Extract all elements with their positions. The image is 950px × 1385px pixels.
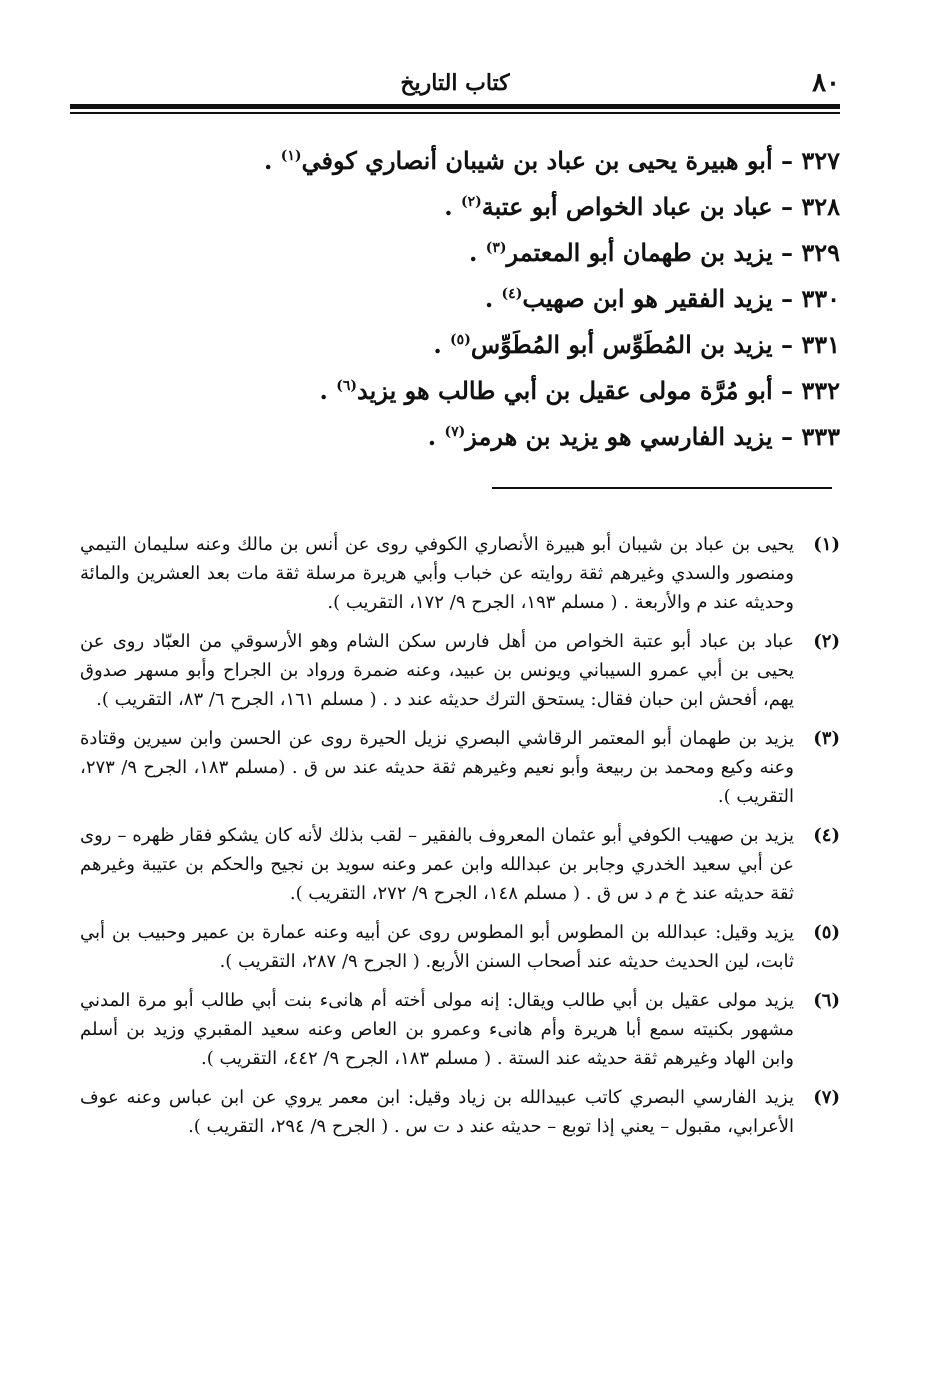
footnote-1 bbox=[80, 530, 840, 617]
footnote-text: يحيى بن عباد بن شيبان أبو هبيرة الأنصاري الكوفي روى عن أنس بن مالك وعنه سليمان التيمي ومنصور والسدي وغيرهم ثقة روايته عن خباب وأبي هريرة مرسلة ثقة مات بعد العشرين والمائة وحديثه عند م والأربعة . ( مسلم ١٩٣، الجرح ٩/ ١٧٢، التقريب ). bbox=[80, 534, 794, 613]
footnote-number: (٧) bbox=[813, 1087, 840, 1108]
entry-331 bbox=[110, 322, 840, 368]
footnote-6 bbox=[80, 986, 840, 1073]
footnote-text: يزيد بن طهمان أبو المعتمر الرقاشي البصري نزيل الحيرة روى عن الحسن وابن سيرين وقتادة وعنه وكيع ومحمد بن ربيعة وأبو نعيم وغيرهم ثقة حديثه عند س ق . (مسلم ١٨٣، الجرح ٩/ ٢٧٣، التقريب ). bbox=[80, 728, 794, 807]
entry-text: ٣٢٩ – يزيد بن طهمان أبو المعتمر bbox=[506, 238, 840, 267]
footnote-number: (٤) bbox=[813, 825, 840, 846]
entry-period: . bbox=[444, 192, 461, 221]
page-number: ٨٠ bbox=[812, 68, 840, 98]
entry-period: . bbox=[484, 284, 502, 313]
entry-period: . bbox=[469, 238, 486, 267]
footnote-ref[interactable]: (٥) bbox=[450, 332, 471, 348]
footnote-ref[interactable]: (٦) bbox=[336, 378, 358, 394]
entry-text: ٣٣٢ – أبو مُرَّة مولى عقيل بن أبي طالب هو يزيد bbox=[357, 376, 840, 405]
footnote-text: يزيد مولى عقيل بن أبي طالب ويقال: إنه مولى أخته أم هانىء بنت أبي طالب أبو مرة المدني مشهور بكنيته سمع أبا هريرة وأم هانىء وعمرو بن العاص وعنه سعيد المقبري وزيد بن أسلم وابن الهاد وغيرهم ثقة حديثه عند الستة . ( مسلم ١٨٣، الجرح ٩/ ٤٤٢، التقريب ). bbox=[80, 990, 794, 1069]
page-header bbox=[70, 68, 840, 98]
footnote-ref[interactable]: (٣) bbox=[485, 240, 507, 256]
entry-text: ٣٢٨ – عباد بن عباد الخواص أبو عتبة bbox=[481, 192, 840, 221]
running-title: كتاب التاريخ bbox=[400, 70, 510, 96]
entry-period: . bbox=[427, 422, 445, 451]
entry-text: ٣٢٧ – أبو هبيرة يحيى بن عباد بن شيبان أنصاري كوفي bbox=[301, 146, 840, 175]
footnote-ref[interactable]: (١) bbox=[280, 148, 302, 164]
footnote-3 bbox=[80, 724, 840, 811]
entry-text: ٣٣٠ – يزيد الفقير هو ابن صهيب bbox=[522, 284, 840, 313]
footnote-ref[interactable]: (٢) bbox=[461, 194, 482, 210]
footnote-7 bbox=[80, 1083, 840, 1141]
header-rule-thin bbox=[70, 112, 840, 114]
entry-329 bbox=[110, 230, 840, 276]
footnote-2 bbox=[80, 627, 840, 714]
header-rule-thick bbox=[70, 104, 840, 109]
footnote-text: يزيد بن صهيب الكوفي أبو عثمان المعروف بالفقير – لقب بذلك لأنه كان يشكو فقار ظهره – روى عن أبي سعيد الخدري وجابر بن عبدالله وابن عمر وعنه سويد بن نجيح والحكم بن عتيبة وغيرهم ثقة حديثه عند خ م د س ق . ( مسلم ١٤٨، الجرح ٩/ ٢٧٢، التقريب ). bbox=[80, 825, 794, 904]
footnote-list bbox=[80, 530, 840, 1151]
footnote-ref[interactable]: (٧) bbox=[444, 424, 466, 440]
footnote-text: عباد بن عباد أبو عتبة الخواص من أهل فارس سكن الشام وهو الأرسوقي من العبّاد روى عن يحيى بن أبي عمرو السيباني ويونس بن عبيد، وعنه ضمرة ورواد بن الجراح وأبو مسهر صدوق يهم، أفحش ابن حبان فقال: يستحق الترك حديثه عند د . ( مسلم ١٦١، الجرح ٦/ ٨٣، التقريب ). bbox=[80, 631, 794, 710]
footnote-number: (٢) bbox=[813, 631, 840, 652]
footnote-number: (٥) bbox=[813, 922, 840, 943]
entry-333 bbox=[110, 414, 840, 460]
footnote-5 bbox=[80, 918, 840, 976]
entry-332 bbox=[110, 368, 840, 414]
entry-327 bbox=[110, 138, 840, 184]
entry-328 bbox=[110, 184, 840, 230]
entry-text: ٣٣١ – يزيد بن المُطَوِّس أبو المُطَوِّس bbox=[470, 330, 840, 359]
entry-period: . bbox=[264, 146, 281, 175]
footnote-ref[interactable]: (٤) bbox=[501, 286, 523, 302]
footnote-number: (٣) bbox=[813, 728, 840, 749]
entry-period: . bbox=[433, 330, 451, 359]
entry-330 bbox=[110, 276, 840, 322]
footnote-text: يزيد وقيل: عبدالله بن المطوس أبو المطوس روى عن أبيه وعنه عمارة بن عمير وحبيب بن أبي ثابت، لين الحديث حديثه عند أصحاب السنن الأربع. ( الجرح ٩/ ٢٨٧، التقريب ). bbox=[80, 922, 794, 972]
footnote-number: (١) bbox=[813, 534, 840, 555]
entry-text: ٣٣٣ – يزيد الفارسي هو يزيد بن هرمز bbox=[465, 422, 840, 451]
footnote-4 bbox=[80, 821, 840, 908]
footnote-text: يزيد الفارسي البصري كاتب عبيدالله بن زياد وقيل: ابن معمر يروي عن ابن عباس وعنه عوف الأعرابي، مقبول – يعني إذا توبع – حديثه عند د ت س . ( الجرح ٩/ ٢٩٤، التقريب ). bbox=[80, 1087, 794, 1137]
footnote-separator bbox=[492, 487, 832, 489]
entry-list bbox=[110, 138, 840, 460]
footnote-number: (٦) bbox=[813, 990, 840, 1011]
entry-period: . bbox=[319, 376, 337, 405]
